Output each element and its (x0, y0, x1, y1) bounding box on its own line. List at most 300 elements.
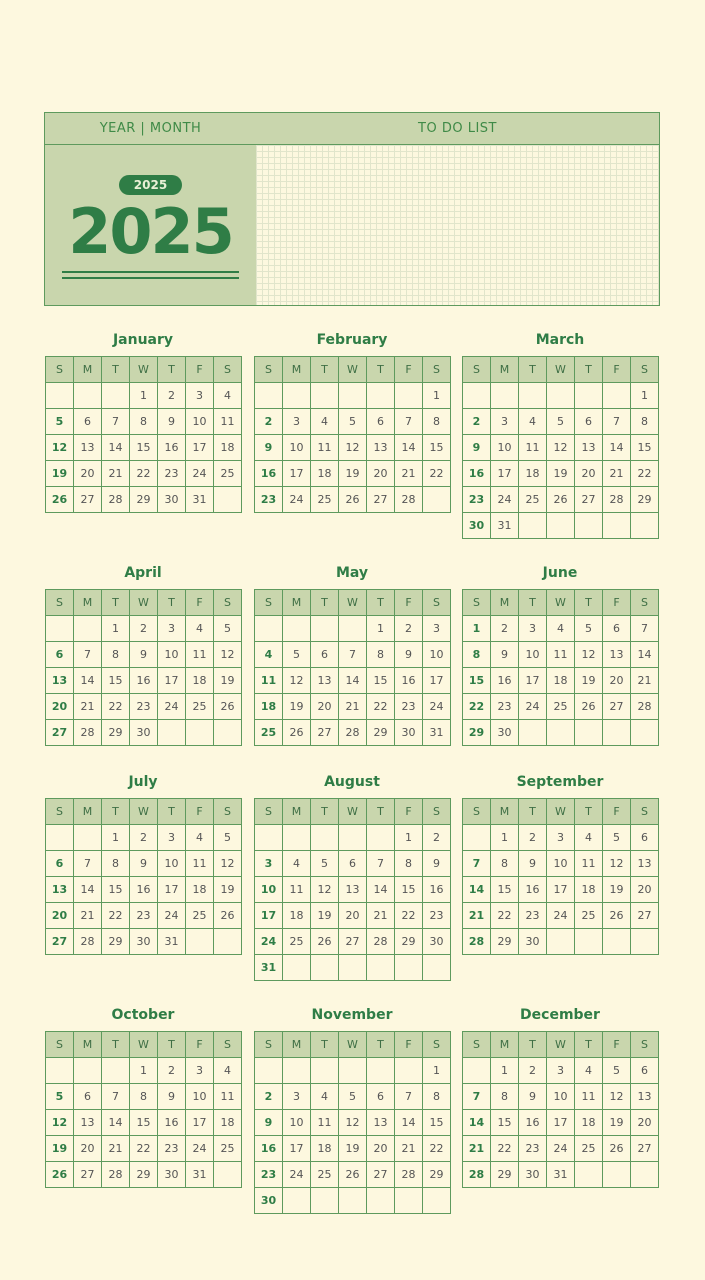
day-cell[interactable]: 19 (46, 461, 74, 487)
day-cell[interactable]: 13 (367, 1110, 395, 1136)
day-cell[interactable]: 9 (519, 851, 547, 877)
day-cell[interactable]: 10 (547, 851, 575, 877)
day-cell[interactable]: 13 (74, 1110, 102, 1136)
day-cell[interactable]: 2 (158, 1058, 186, 1084)
day-cell[interactable]: 19 (575, 668, 603, 694)
day-cell[interactable]: 10 (186, 409, 214, 435)
day-cell[interactable]: 11 (311, 1110, 339, 1136)
day-cell[interactable]: 4 (575, 825, 603, 851)
day-cell[interactable]: 28 (631, 694, 659, 720)
day-cell[interactable]: 13 (631, 851, 659, 877)
day-cell[interactable]: 21 (631, 668, 659, 694)
day-cell[interactable]: 9 (519, 1084, 547, 1110)
day-cell[interactable]: 6 (631, 1058, 659, 1084)
day-cell[interactable]: 24 (547, 1136, 575, 1162)
day-cell[interactable]: 23 (130, 903, 158, 929)
day-cell[interactable]: 23 (395, 694, 423, 720)
day-cell[interactable]: 30 (130, 720, 158, 746)
day-cell[interactable]: 18 (186, 668, 214, 694)
day-cell[interactable]: 22 (130, 1136, 158, 1162)
day-cell[interactable]: 11 (575, 1084, 603, 1110)
day-cell[interactable]: 22 (102, 694, 130, 720)
day-cell[interactable]: 17 (158, 877, 186, 903)
day-cell[interactable]: 14 (463, 877, 491, 903)
day-cell[interactable]: 8 (491, 851, 519, 877)
day-cell[interactable]: 20 (46, 694, 74, 720)
day-cell[interactable]: 6 (74, 409, 102, 435)
day-cell[interactable]: 2 (519, 825, 547, 851)
day-cell[interactable]: 12 (46, 435, 74, 461)
day-cell[interactable]: 10 (158, 642, 186, 668)
day-cell[interactable]: 19 (339, 1136, 367, 1162)
day-cell[interactable]: 3 (186, 1058, 214, 1084)
day-cell[interactable]: 9 (395, 642, 423, 668)
day-cell[interactable]: 28 (395, 1162, 423, 1188)
day-cell[interactable]: 27 (311, 720, 339, 746)
day-cell[interactable]: 25 (186, 694, 214, 720)
day-cell[interactable]: 19 (214, 877, 242, 903)
day-cell[interactable]: 14 (395, 435, 423, 461)
day-cell[interactable]: 19 (311, 903, 339, 929)
day-cell[interactable]: 28 (74, 720, 102, 746)
day-cell[interactable]: 25 (214, 461, 242, 487)
day-cell[interactable]: 21 (74, 694, 102, 720)
day-cell[interactable]: 6 (311, 642, 339, 668)
day-cell[interactable]: 5 (214, 825, 242, 851)
day-cell[interactable]: 24 (283, 1162, 311, 1188)
day-cell[interactable]: 6 (603, 616, 631, 642)
day-cell[interactable]: 21 (603, 461, 631, 487)
day-cell[interactable]: 19 (339, 461, 367, 487)
day-cell[interactable]: 20 (74, 1136, 102, 1162)
day-cell[interactable]: 30 (130, 929, 158, 955)
day-cell[interactable]: 2 (463, 409, 491, 435)
day-cell[interactable]: 28 (463, 1162, 491, 1188)
day-cell[interactable]: 3 (186, 383, 214, 409)
day-cell[interactable]: 20 (575, 461, 603, 487)
day-cell[interactable]: 1 (491, 1058, 519, 1084)
day-cell[interactable]: 8 (423, 1084, 451, 1110)
day-cell[interactable]: 6 (631, 825, 659, 851)
day-cell[interactable]: 7 (102, 1084, 130, 1110)
day-cell[interactable]: 4 (311, 409, 339, 435)
day-cell[interactable]: 4 (519, 409, 547, 435)
day-cell[interactable]: 6 (46, 851, 74, 877)
day-cell[interactable]: 15 (631, 435, 659, 461)
day-cell[interactable]: 29 (491, 1162, 519, 1188)
day-cell[interactable]: 25 (214, 1136, 242, 1162)
day-cell[interactable]: 28 (367, 929, 395, 955)
day-cell[interactable]: 29 (102, 720, 130, 746)
day-cell[interactable]: 3 (255, 851, 283, 877)
day-cell[interactable]: 2 (255, 409, 283, 435)
day-cell[interactable]: 1 (130, 1058, 158, 1084)
day-cell[interactable]: 12 (603, 851, 631, 877)
day-cell[interactable]: 24 (158, 694, 186, 720)
day-cell[interactable]: 28 (74, 929, 102, 955)
day-cell[interactable]: 10 (547, 1084, 575, 1110)
day-cell[interactable]: 9 (255, 1110, 283, 1136)
day-cell[interactable]: 6 (367, 409, 395, 435)
day-cell[interactable]: 18 (214, 435, 242, 461)
day-cell[interactable]: 26 (603, 1136, 631, 1162)
day-cell[interactable]: 11 (283, 877, 311, 903)
day-cell[interactable]: 13 (46, 877, 74, 903)
day-cell[interactable]: 10 (186, 1084, 214, 1110)
day-cell[interactable]: 9 (255, 435, 283, 461)
day-cell[interactable]: 11 (547, 642, 575, 668)
day-cell[interactable]: 26 (603, 903, 631, 929)
day-cell[interactable]: 18 (186, 877, 214, 903)
day-cell[interactable]: 1 (631, 383, 659, 409)
day-cell[interactable]: 21 (102, 1136, 130, 1162)
day-cell[interactable]: 11 (186, 642, 214, 668)
day-cell[interactable]: 23 (519, 903, 547, 929)
day-cell[interactable]: 29 (130, 1162, 158, 1188)
day-cell[interactable]: 20 (631, 1110, 659, 1136)
day-cell[interactable]: 4 (186, 825, 214, 851)
day-cell[interactable]: 26 (311, 929, 339, 955)
day-cell[interactable]: 24 (283, 487, 311, 513)
day-cell[interactable]: 15 (423, 435, 451, 461)
day-cell[interactable]: 2 (491, 616, 519, 642)
day-cell[interactable]: 9 (130, 851, 158, 877)
day-cell[interactable]: 5 (311, 851, 339, 877)
day-cell[interactable]: 23 (491, 694, 519, 720)
day-cell[interactable]: 5 (214, 616, 242, 642)
day-cell[interactable]: 3 (283, 409, 311, 435)
day-cell[interactable]: 3 (547, 1058, 575, 1084)
day-cell[interactable]: 17 (423, 668, 451, 694)
day-cell[interactable]: 31 (547, 1162, 575, 1188)
day-cell[interactable]: 2 (158, 383, 186, 409)
day-cell[interactable]: 15 (463, 668, 491, 694)
day-cell[interactable]: 29 (491, 929, 519, 955)
day-cell[interactable]: 31 (186, 1162, 214, 1188)
day-cell[interactable]: 22 (423, 1136, 451, 1162)
day-cell[interactable]: 31 (423, 720, 451, 746)
day-cell[interactable]: 25 (575, 903, 603, 929)
day-cell[interactable]: 15 (367, 668, 395, 694)
day-cell[interactable]: 25 (255, 720, 283, 746)
day-cell[interactable]: 10 (283, 435, 311, 461)
day-cell[interactable]: 26 (214, 903, 242, 929)
day-cell[interactable]: 24 (255, 929, 283, 955)
day-cell[interactable]: 17 (547, 877, 575, 903)
day-cell[interactable]: 27 (74, 487, 102, 513)
day-cell[interactable]: 23 (255, 1162, 283, 1188)
day-cell[interactable]: 27 (367, 487, 395, 513)
day-cell[interactable]: 31 (158, 929, 186, 955)
day-cell[interactable]: 3 (158, 825, 186, 851)
day-cell[interactable]: 14 (339, 668, 367, 694)
day-cell[interactable]: 5 (603, 1058, 631, 1084)
day-cell[interactable]: 3 (547, 825, 575, 851)
day-cell[interactable]: 6 (74, 1084, 102, 1110)
day-cell[interactable]: 15 (423, 1110, 451, 1136)
day-cell[interactable]: 3 (283, 1084, 311, 1110)
day-cell[interactable]: 22 (367, 694, 395, 720)
day-cell[interactable]: 12 (339, 435, 367, 461)
day-cell[interactable]: 16 (423, 877, 451, 903)
day-cell[interactable]: 4 (255, 642, 283, 668)
day-cell[interactable]: 17 (158, 668, 186, 694)
day-cell[interactable]: 2 (519, 1058, 547, 1084)
day-cell[interactable]: 22 (491, 1136, 519, 1162)
day-cell[interactable]: 4 (283, 851, 311, 877)
day-cell[interactable]: 13 (339, 877, 367, 903)
day-cell[interactable]: 30 (519, 1162, 547, 1188)
day-cell[interactable]: 11 (186, 851, 214, 877)
day-cell[interactable]: 11 (519, 435, 547, 461)
day-cell[interactable]: 14 (74, 668, 102, 694)
day-cell[interactable]: 23 (158, 1136, 186, 1162)
day-cell[interactable]: 26 (46, 487, 74, 513)
day-cell[interactable]: 8 (102, 642, 130, 668)
day-cell[interactable]: 16 (255, 461, 283, 487)
day-cell[interactable]: 5 (46, 1084, 74, 1110)
day-cell[interactable]: 17 (519, 668, 547, 694)
day-cell[interactable]: 1 (491, 825, 519, 851)
todo-grid-area[interactable] (256, 145, 659, 305)
day-cell[interactable]: 30 (158, 487, 186, 513)
day-cell[interactable]: 21 (339, 694, 367, 720)
day-cell[interactable]: 31 (186, 487, 214, 513)
day-cell[interactable]: 24 (158, 903, 186, 929)
day-cell[interactable]: 22 (102, 903, 130, 929)
day-cell[interactable]: 12 (547, 435, 575, 461)
day-cell[interactable]: 15 (102, 877, 130, 903)
day-cell[interactable]: 19 (603, 1110, 631, 1136)
day-cell[interactable]: 18 (214, 1110, 242, 1136)
day-cell[interactable]: 11 (311, 435, 339, 461)
day-cell[interactable]: 16 (519, 877, 547, 903)
day-cell[interactable]: 30 (491, 720, 519, 746)
day-cell[interactable]: 21 (395, 461, 423, 487)
day-cell[interactable]: 30 (255, 1188, 283, 1214)
day-cell[interactable]: 26 (339, 1162, 367, 1188)
day-cell[interactable]: 17 (491, 461, 519, 487)
day-cell[interactable]: 8 (395, 851, 423, 877)
day-cell[interactable]: 26 (283, 720, 311, 746)
day-cell[interactable]: 16 (130, 877, 158, 903)
day-cell[interactable]: 7 (395, 409, 423, 435)
day-cell[interactable]: 19 (283, 694, 311, 720)
day-cell[interactable]: 13 (367, 435, 395, 461)
day-cell[interactable]: 27 (631, 903, 659, 929)
day-cell[interactable]: 16 (255, 1136, 283, 1162)
day-cell[interactable]: 10 (158, 851, 186, 877)
day-cell[interactable]: 5 (339, 1084, 367, 1110)
day-cell[interactable]: 3 (158, 616, 186, 642)
day-cell[interactable]: 8 (130, 1084, 158, 1110)
day-cell[interactable]: 16 (158, 435, 186, 461)
day-cell[interactable]: 23 (519, 1136, 547, 1162)
day-cell[interactable]: 12 (46, 1110, 74, 1136)
day-cell[interactable]: 14 (603, 435, 631, 461)
day-cell[interactable]: 21 (74, 903, 102, 929)
day-cell[interactable]: 21 (395, 1136, 423, 1162)
day-cell[interactable]: 14 (463, 1110, 491, 1136)
day-cell[interactable]: 18 (311, 1136, 339, 1162)
day-cell[interactable]: 15 (102, 668, 130, 694)
day-cell[interactable]: 2 (130, 616, 158, 642)
day-cell[interactable]: 30 (423, 929, 451, 955)
day-cell[interactable]: 16 (491, 668, 519, 694)
day-cell[interactable]: 18 (283, 903, 311, 929)
day-cell[interactable]: 30 (395, 720, 423, 746)
day-cell[interactable]: 25 (575, 1136, 603, 1162)
day-cell[interactable]: 12 (339, 1110, 367, 1136)
day-cell[interactable]: 17 (186, 435, 214, 461)
day-cell[interactable]: 12 (575, 642, 603, 668)
day-cell[interactable]: 10 (491, 435, 519, 461)
day-cell[interactable]: 13 (603, 642, 631, 668)
day-cell[interactable]: 26 (547, 487, 575, 513)
day-cell[interactable]: 6 (575, 409, 603, 435)
day-cell[interactable]: 16 (395, 668, 423, 694)
day-cell[interactable]: 8 (631, 409, 659, 435)
day-cell[interactable]: 7 (395, 1084, 423, 1110)
day-cell[interactable]: 29 (367, 720, 395, 746)
day-cell[interactable]: 3 (519, 616, 547, 642)
day-cell[interactable]: 7 (463, 1084, 491, 1110)
day-cell[interactable]: 19 (547, 461, 575, 487)
day-cell[interactable]: 17 (547, 1110, 575, 1136)
day-cell[interactable]: 1 (367, 616, 395, 642)
day-cell[interactable]: 27 (46, 929, 74, 955)
day-cell[interactable]: 24 (491, 487, 519, 513)
day-cell[interactable]: 7 (102, 409, 130, 435)
day-cell[interactable]: 9 (463, 435, 491, 461)
day-cell[interactable]: 25 (311, 1162, 339, 1188)
day-cell[interactable]: 14 (102, 435, 130, 461)
day-cell[interactable]: 22 (130, 461, 158, 487)
day-cell[interactable]: 6 (339, 851, 367, 877)
day-cell[interactable]: 28 (102, 1162, 130, 1188)
day-cell[interactable]: 21 (367, 903, 395, 929)
day-cell[interactable]: 9 (158, 409, 186, 435)
day-cell[interactable]: 27 (74, 1162, 102, 1188)
day-cell[interactable]: 29 (631, 487, 659, 513)
day-cell[interactable]: 24 (547, 903, 575, 929)
day-cell[interactable]: 2 (130, 825, 158, 851)
day-cell[interactable]: 18 (519, 461, 547, 487)
day-cell[interactable]: 5 (603, 825, 631, 851)
day-cell[interactable]: 1 (423, 383, 451, 409)
day-cell[interactable]: 29 (423, 1162, 451, 1188)
day-cell[interactable]: 9 (158, 1084, 186, 1110)
day-cell[interactable]: 30 (519, 929, 547, 955)
day-cell[interactable]: 22 (463, 694, 491, 720)
day-cell[interactable]: 10 (423, 642, 451, 668)
day-cell[interactable]: 27 (46, 720, 74, 746)
day-cell[interactable]: 1 (102, 616, 130, 642)
day-cell[interactable]: 16 (158, 1110, 186, 1136)
day-cell[interactable]: 28 (603, 487, 631, 513)
day-cell[interactable]: 25 (519, 487, 547, 513)
day-cell[interactable]: 31 (255, 955, 283, 981)
day-cell[interactable]: 13 (46, 668, 74, 694)
day-cell[interactable]: 5 (339, 409, 367, 435)
day-cell[interactable]: 16 (519, 1110, 547, 1136)
day-cell[interactable]: 9 (423, 851, 451, 877)
day-cell[interactable]: 14 (102, 1110, 130, 1136)
day-cell[interactable]: 28 (463, 929, 491, 955)
day-cell[interactable]: 7 (631, 616, 659, 642)
day-cell[interactable]: 8 (463, 642, 491, 668)
day-cell[interactable]: 27 (631, 1136, 659, 1162)
day-cell[interactable]: 28 (102, 487, 130, 513)
day-cell[interactable]: 23 (423, 903, 451, 929)
day-cell[interactable]: 12 (283, 668, 311, 694)
day-cell[interactable]: 27 (367, 1162, 395, 1188)
day-cell[interactable]: 18 (255, 694, 283, 720)
day-cell[interactable]: 12 (214, 851, 242, 877)
day-cell[interactable]: 18 (547, 668, 575, 694)
day-cell[interactable]: 10 (519, 642, 547, 668)
day-cell[interactable]: 17 (255, 903, 283, 929)
day-cell[interactable]: 22 (395, 903, 423, 929)
day-cell[interactable]: 12 (603, 1084, 631, 1110)
day-cell[interactable]: 10 (255, 877, 283, 903)
day-cell[interactable]: 21 (463, 1136, 491, 1162)
day-cell[interactable]: 1 (102, 825, 130, 851)
day-cell[interactable]: 8 (130, 409, 158, 435)
day-cell[interactable]: 15 (491, 877, 519, 903)
day-cell[interactable]: 2 (423, 825, 451, 851)
day-cell[interactable]: 7 (339, 642, 367, 668)
day-cell[interactable]: 13 (575, 435, 603, 461)
day-cell[interactable]: 30 (463, 513, 491, 539)
day-cell[interactable]: 19 (214, 668, 242, 694)
day-cell[interactable]: 28 (339, 720, 367, 746)
day-cell[interactable]: 17 (283, 461, 311, 487)
day-cell[interactable]: 24 (519, 694, 547, 720)
day-cell[interactable]: 1 (395, 825, 423, 851)
day-cell[interactable]: 14 (631, 642, 659, 668)
day-cell[interactable]: 4 (186, 616, 214, 642)
day-cell[interactable]: 27 (339, 929, 367, 955)
day-cell[interactable]: 21 (102, 461, 130, 487)
day-cell[interactable]: 18 (575, 877, 603, 903)
day-cell[interactable]: 18 (311, 461, 339, 487)
day-cell[interactable]: 20 (339, 903, 367, 929)
day-cell[interactable]: 3 (423, 616, 451, 642)
day-cell[interactable]: 4 (214, 383, 242, 409)
day-cell[interactable]: 24 (186, 1136, 214, 1162)
day-cell[interactable]: 29 (463, 720, 491, 746)
day-cell[interactable]: 6 (367, 1084, 395, 1110)
day-cell[interactable]: 7 (367, 851, 395, 877)
day-cell[interactable]: 9 (130, 642, 158, 668)
day-cell[interactable]: 13 (311, 668, 339, 694)
day-cell[interactable]: 15 (130, 1110, 158, 1136)
day-cell[interactable]: 4 (575, 1058, 603, 1084)
day-cell[interactable]: 23 (158, 461, 186, 487)
day-cell[interactable]: 20 (74, 461, 102, 487)
day-cell[interactable]: 29 (395, 929, 423, 955)
day-cell[interactable]: 16 (130, 668, 158, 694)
day-cell[interactable]: 27 (603, 694, 631, 720)
day-cell[interactable]: 25 (311, 487, 339, 513)
day-cell[interactable]: 15 (395, 877, 423, 903)
day-cell[interactable]: 31 (491, 513, 519, 539)
day-cell[interactable]: 5 (547, 409, 575, 435)
day-cell[interactable]: 2 (395, 616, 423, 642)
day-cell[interactable]: 8 (367, 642, 395, 668)
day-cell[interactable]: 7 (463, 851, 491, 877)
